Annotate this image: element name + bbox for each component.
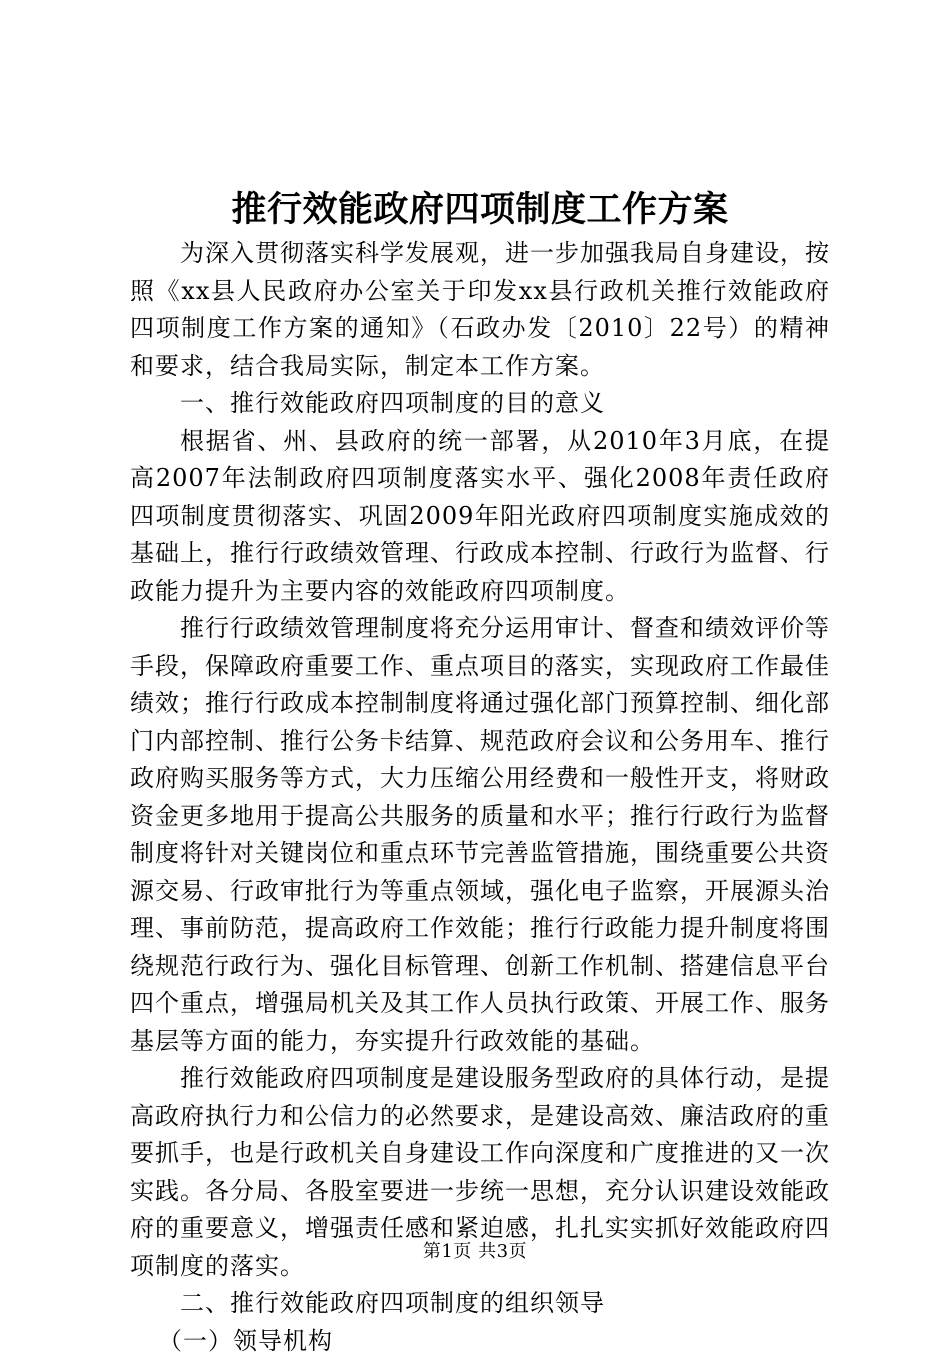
body-paragraph: 推行行政绩效管理制度将充分运用审计、督查和绩效评价等手段，保障政府重要工作、重点项目的落实，实现政府工作最佳绩效；推行行政成本控制制度将通过强化部门预算控制、细化部门内部控制、推行公务卡结算、规范政府会议和公务用车、推行政府购买服务等方式，大力压缩公用经费和一般性开支，将财政资金更多地用于提高公共服务的质量和水平；推行行政行为监督制度将针对关键岗位和重点环节完善监管措施，围绕重要公共资源交易、行政审批行为等重点领域，强化电子监察，开展源头治理、事前防范，提高政府工作效能；推行行政能力提升制度将围绕规范行政行为、强化目标管理、创新工作机制、搭建信息平台四个重点，增强局机关及其工作人员执行政策、开展工作、服务基层等方面的能力，夯实提升行政效能的基础。 bbox=[130, 610, 830, 1060]
document-body bbox=[130, 185, 830, 1360]
document-title: 推行效能政府四项制度工作方案 bbox=[130, 185, 830, 235]
body-paragraph: 推行效能政府四项制度是建设服务型政府的具体行动，是提高政府执行力和公信力的必然要求，是建设高效、廉洁政府的重要抓手，也是行政机关自身建设工作向深度和广度推进的又一次实践。各分局、各股室要进一步统一思想，充分认识建设效能政府的重要意义，增强责任感和紧迫感，扎扎实实抓好效能政府四项制度的落实。 bbox=[130, 1060, 830, 1285]
page-number-footer: 第1页 共3页 bbox=[0, 1240, 950, 1264]
section-heading-leadership: 二、推行效能政府四项制度的组织领导 bbox=[130, 1285, 830, 1323]
subsection-heading-leading-body: （一）领导机构 bbox=[130, 1323, 830, 1360]
body-paragraph: 根据省、州、县政府的统一部署，从2010年3月底，在提高2007年法制政府四项制度落实水平、强化2008年责任政府四项制度贯彻落实、巩固2009年阳光政府四项制度实施成效的基础上，推行行政绩效管理、行政成本控制、行政行为监督、行政能力提升为主要内容的效能政府四项制度。 bbox=[130, 423, 830, 611]
intro-paragraph: 为深入贯彻落实科学发展观，进一步加强我局自身建设，按照《xx县人民政府办公室关于印发xx县行政机关推行效能政府四项制度工作方案的通知》（石政办发〔2010〕22号）的精神和要求，结合我局实际，制定本工作方案。 bbox=[130, 235, 830, 385]
section-heading-purpose: 一、推行效能政府四项制度的目的意义 bbox=[130, 385, 830, 423]
